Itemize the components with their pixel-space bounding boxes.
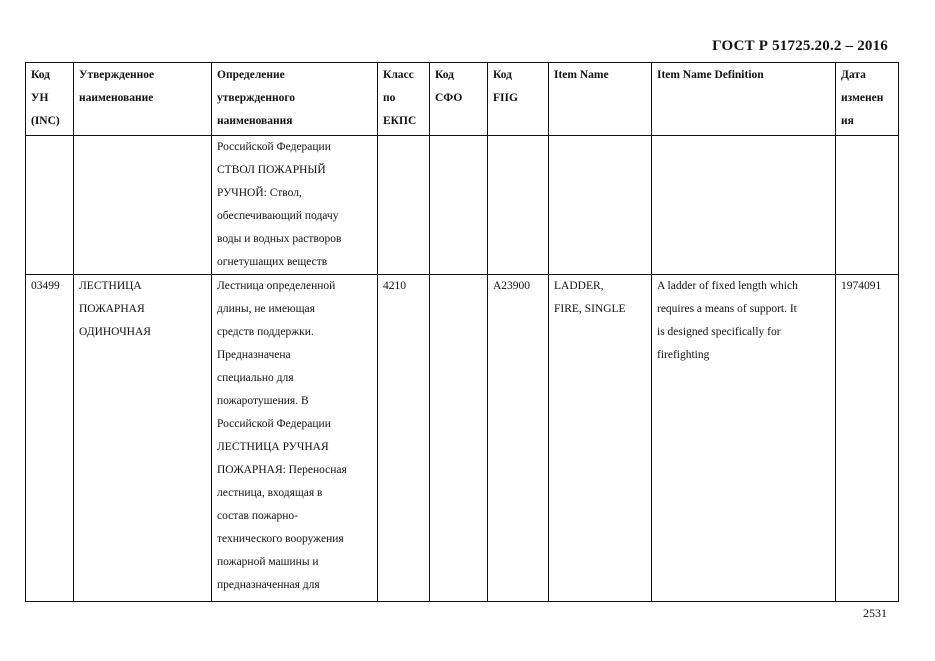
cell-item-name: LADDER, FIRE, SINGLE xyxy=(549,275,652,602)
cell-item-name xyxy=(549,136,652,275)
cell-definition: Лестница определенной длины, не имеющая средств поддержки. Предназначена специально для пожаротушения. В Российской Федерации ЛЕСТНИЦА РУЧНАЯ ПОЖАРНАЯ: Переносная лестница, входящая в состав пожарно- технического вооружения пожарной машины и предназначенная для xyxy=(212,275,378,602)
cell-fiig-code: A23900 xyxy=(488,275,549,602)
page-number: 2531 xyxy=(863,606,887,620)
column-header-fiig-code: Код FIIG xyxy=(488,63,549,136)
classifier-table xyxy=(25,62,899,602)
cell-sfo-code xyxy=(430,136,488,275)
cell-ekps-class xyxy=(378,136,430,275)
column-header-definition: Определение утвержденного наименования xyxy=(212,63,378,136)
table-row xyxy=(26,275,899,602)
cell-ekps-class: 4210 xyxy=(378,275,430,602)
cell-item-name-definition: A ladder of fixed length which requires a means of support. It is designed specifically for firefighting xyxy=(652,275,836,602)
cell-item-name-definition xyxy=(652,136,836,275)
cell-change-date: 1974091 xyxy=(836,275,899,602)
cell-inc: 03499 xyxy=(26,275,74,602)
cell-sfo-code xyxy=(430,275,488,602)
cell-definition: Российской Федерации СТВОЛ ПОЖАРНЫЙ РУЧНОЙ: Ствол, обеспечивающий подачу воды и водных растворов огнетушащих веществ xyxy=(212,136,378,275)
column-header-sfo-code: Код СФО xyxy=(430,63,488,136)
cell-change-date xyxy=(836,136,899,275)
column-header-item-name-definition: Item Name Definition xyxy=(652,63,836,136)
cell-approved-name xyxy=(74,136,212,275)
column-header-item-name: Item Name xyxy=(549,63,652,136)
table-header-row xyxy=(26,63,899,136)
cell-approved-name: ЛЕСТНИЦА ПОЖАРНАЯ ОДИНОЧНАЯ xyxy=(74,275,212,602)
cell-fiig-code xyxy=(488,136,549,275)
cell-inc xyxy=(26,136,74,275)
column-header-inc: Код УН (INC) xyxy=(26,63,74,136)
column-header-change-date: Дата изменен ия xyxy=(836,63,899,136)
document-standard-header: ГОСТ Р 51725.20.2 – 2016 xyxy=(712,38,888,54)
column-header-approved-name: Утвержденное наименование xyxy=(74,63,212,136)
column-header-ekps-class: Класс по ЕКПС xyxy=(378,63,430,136)
table-row xyxy=(26,136,899,275)
